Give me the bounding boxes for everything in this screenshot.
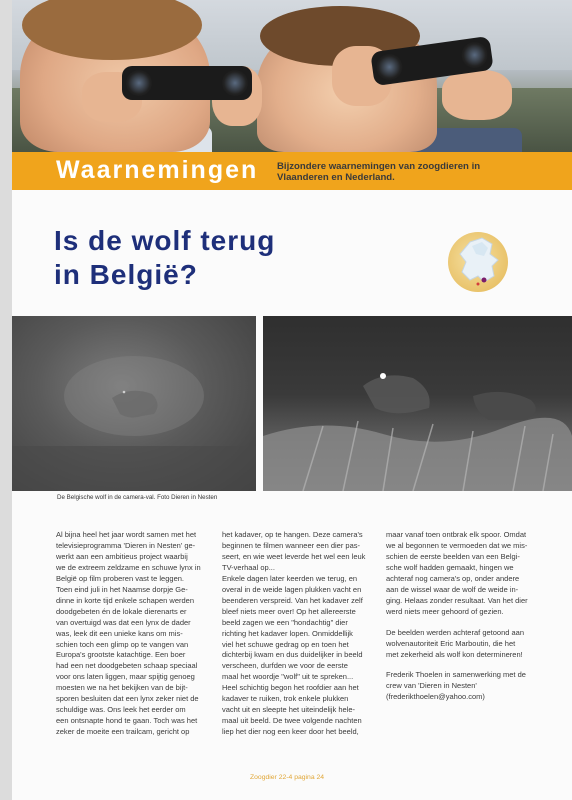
- text-line: had een net doodgebeten schaap speciaal: [56, 661, 198, 671]
- article-title: [54, 224, 275, 292]
- text-line: kadaver te ruiken, trok enkele plukken: [222, 694, 349, 704]
- text-line: maar vanaf toen ontbrak elk spoor. Omdat: [386, 530, 527, 539]
- text-line: beenderen verspreid. Van het kadaver zelf: [222, 595, 363, 605]
- text-line: Toen eind juli in het Naamse dorpje Ge-: [56, 584, 188, 594]
- camera-trap-photo-2: [263, 316, 572, 491]
- text-line: sche wolf hadden gemaakt, hingen we: [386, 562, 514, 572]
- text-line: een ontsnapte hond te gaan. Toch was het: [56, 716, 198, 726]
- text-line: Al bijna heel het jaar wordt samen met het: [56, 530, 197, 539]
- hand-right-2: [442, 70, 512, 120]
- text-line: maal het woordje "wolf" uit te spreken...: [222, 672, 354, 682]
- column-3-paragraph-2: [386, 628, 538, 661]
- text-line: maal uit beeld. De twee volgende nachten: [222, 716, 362, 726]
- text-line: aan de wissel waar de wolf de weide in-: [386, 584, 519, 594]
- text-line: schien de eerste beelden van een Belgi-: [386, 551, 520, 561]
- text-line: schuldige was. Ons leek het eerder om: [56, 705, 186, 715]
- article-column-1: [56, 530, 208, 738]
- text-line: Frederik Thoelen in samenwerking met de: [386, 670, 526, 680]
- wolf-silhouette-2: [263, 316, 572, 491]
- text-line: we de extreem zeldzame en schuwe lynx in: [56, 562, 201, 572]
- text-line: Heel schichtig begon het roofdier aan het: [222, 683, 359, 693]
- text-line: we al begonnen te vermoeden dat we mis-: [386, 540, 528, 550]
- page-footer: Zoogdier 22-4 pagina 24: [250, 774, 325, 781]
- article-title-line2: in België?: [54, 259, 198, 290]
- text-line: viel het schuwe gedrag op en toen het: [222, 639, 349, 649]
- text-line: (frederikthoelen@yahoo.com): [386, 692, 485, 702]
- text-line: doodgebeten én de lokale dierenarts er: [56, 606, 187, 616]
- header-photo-binoculars: [12, 0, 572, 152]
- text-line: sporen besluiten dat een lynx zeker niet de: [56, 694, 199, 704]
- article-column-2: [222, 530, 374, 738]
- text-line: was, leek dit een unieke kans om mis-: [56, 628, 183, 638]
- article-title-line1: Is de wolf terug: [54, 225, 276, 256]
- text-line: met zekerheid als wolf kon determineren!: [386, 649, 523, 659]
- section-title: Waarnemingen: [56, 156, 259, 184]
- text-line: achteraf nog camera's op, onder andere: [386, 573, 520, 583]
- text-line: zeker de moeite een trailcam, gericht op: [56, 727, 190, 737]
- benelux-map-icon: [448, 232, 508, 292]
- text-line: werkt aan een ambitieus project waarbij: [56, 551, 188, 561]
- section-subtitle: Bijzondere waarnemingen van zoogdieren in Vlaanderen en Nederland.: [277, 161, 481, 183]
- text-line: crew van 'Dieren in Nesten': [386, 681, 477, 691]
- text-line: richting het kadaver lopen. Onmiddellijk: [222, 628, 353, 638]
- text-line: van overtuigd was dat een lynx de dader: [56, 617, 191, 627]
- text-line: België op film proberen vast te leggen.: [56, 573, 184, 583]
- text-line: schien toch een glimp op te vangen van: [56, 639, 189, 649]
- text-line: seert, en wie weet leverde het wel een leuk: [222, 551, 366, 561]
- text-line: dinne in korte tijd enkele schapen werden: [56, 595, 195, 605]
- text-line: beginnen te filmen wanneer een dier pas-: [222, 540, 361, 550]
- wolf-silhouette-1: [12, 316, 256, 491]
- text-line: Europa's grootste katachtige. Een boer: [56, 650, 186, 660]
- text-line: dichterbij kwam en dus duidelijker in beeld: [222, 650, 363, 660]
- text-line: De beelden werden achteraf getoond aan: [386, 627, 525, 637]
- text-line: voor ons laten liggen, maar spijtig genoeg: [56, 672, 195, 682]
- column-3-author-credit: [386, 670, 538, 703]
- text-line: TV-verhaal op...: [222, 562, 275, 572]
- text-line: wolvenautoriteit Eric Marboutin, die het: [386, 638, 516, 648]
- text-line: Enkele dagen later keerden we terug, en: [222, 573, 358, 583]
- text-line: werd niets meer gehoord of gezien.: [386, 606, 504, 616]
- text-line: televisieprogramma 'Dieren in Nesten' ge-: [56, 540, 196, 550]
- text-line: vacht uit en sleepte het uiteindelijk hele-: [222, 705, 356, 715]
- column-3-paragraph-1: [386, 530, 538, 618]
- article-column-3: [386, 530, 538, 703]
- text-line: het kadaver, op te hangen. Deze camera's: [222, 530, 363, 539]
- magazine-page: [12, 0, 572, 800]
- map-badge-icon: [448, 232, 508, 292]
- section-banner: [12, 152, 572, 190]
- text-line: overal in de weide lagen plukken vacht en: [222, 584, 362, 594]
- text-line: verscheen, durfden we voor de eerste: [222, 661, 348, 671]
- binoculars-left: [122, 66, 252, 100]
- text-line: moesten we na het bekijken van de bijt-: [56, 683, 188, 693]
- paragraph-gap: [386, 660, 538, 670]
- text-line: ging. Helaas zonder resultaat. Van het dier: [386, 595, 528, 605]
- text-line: liep het dier nog een keer door het beeld,: [222, 727, 359, 737]
- camera-trap-photo-1: [12, 316, 256, 491]
- text-line: bleef niets meer over! Op het allereerste: [222, 606, 356, 616]
- photo-caption: De Belgische wolf in de camera-val. Foto Dieren in Nesten: [57, 494, 218, 501]
- paragraph-gap: [386, 618, 538, 628]
- text-line: beeld zagen we een "hondachtig" dier: [222, 617, 348, 627]
